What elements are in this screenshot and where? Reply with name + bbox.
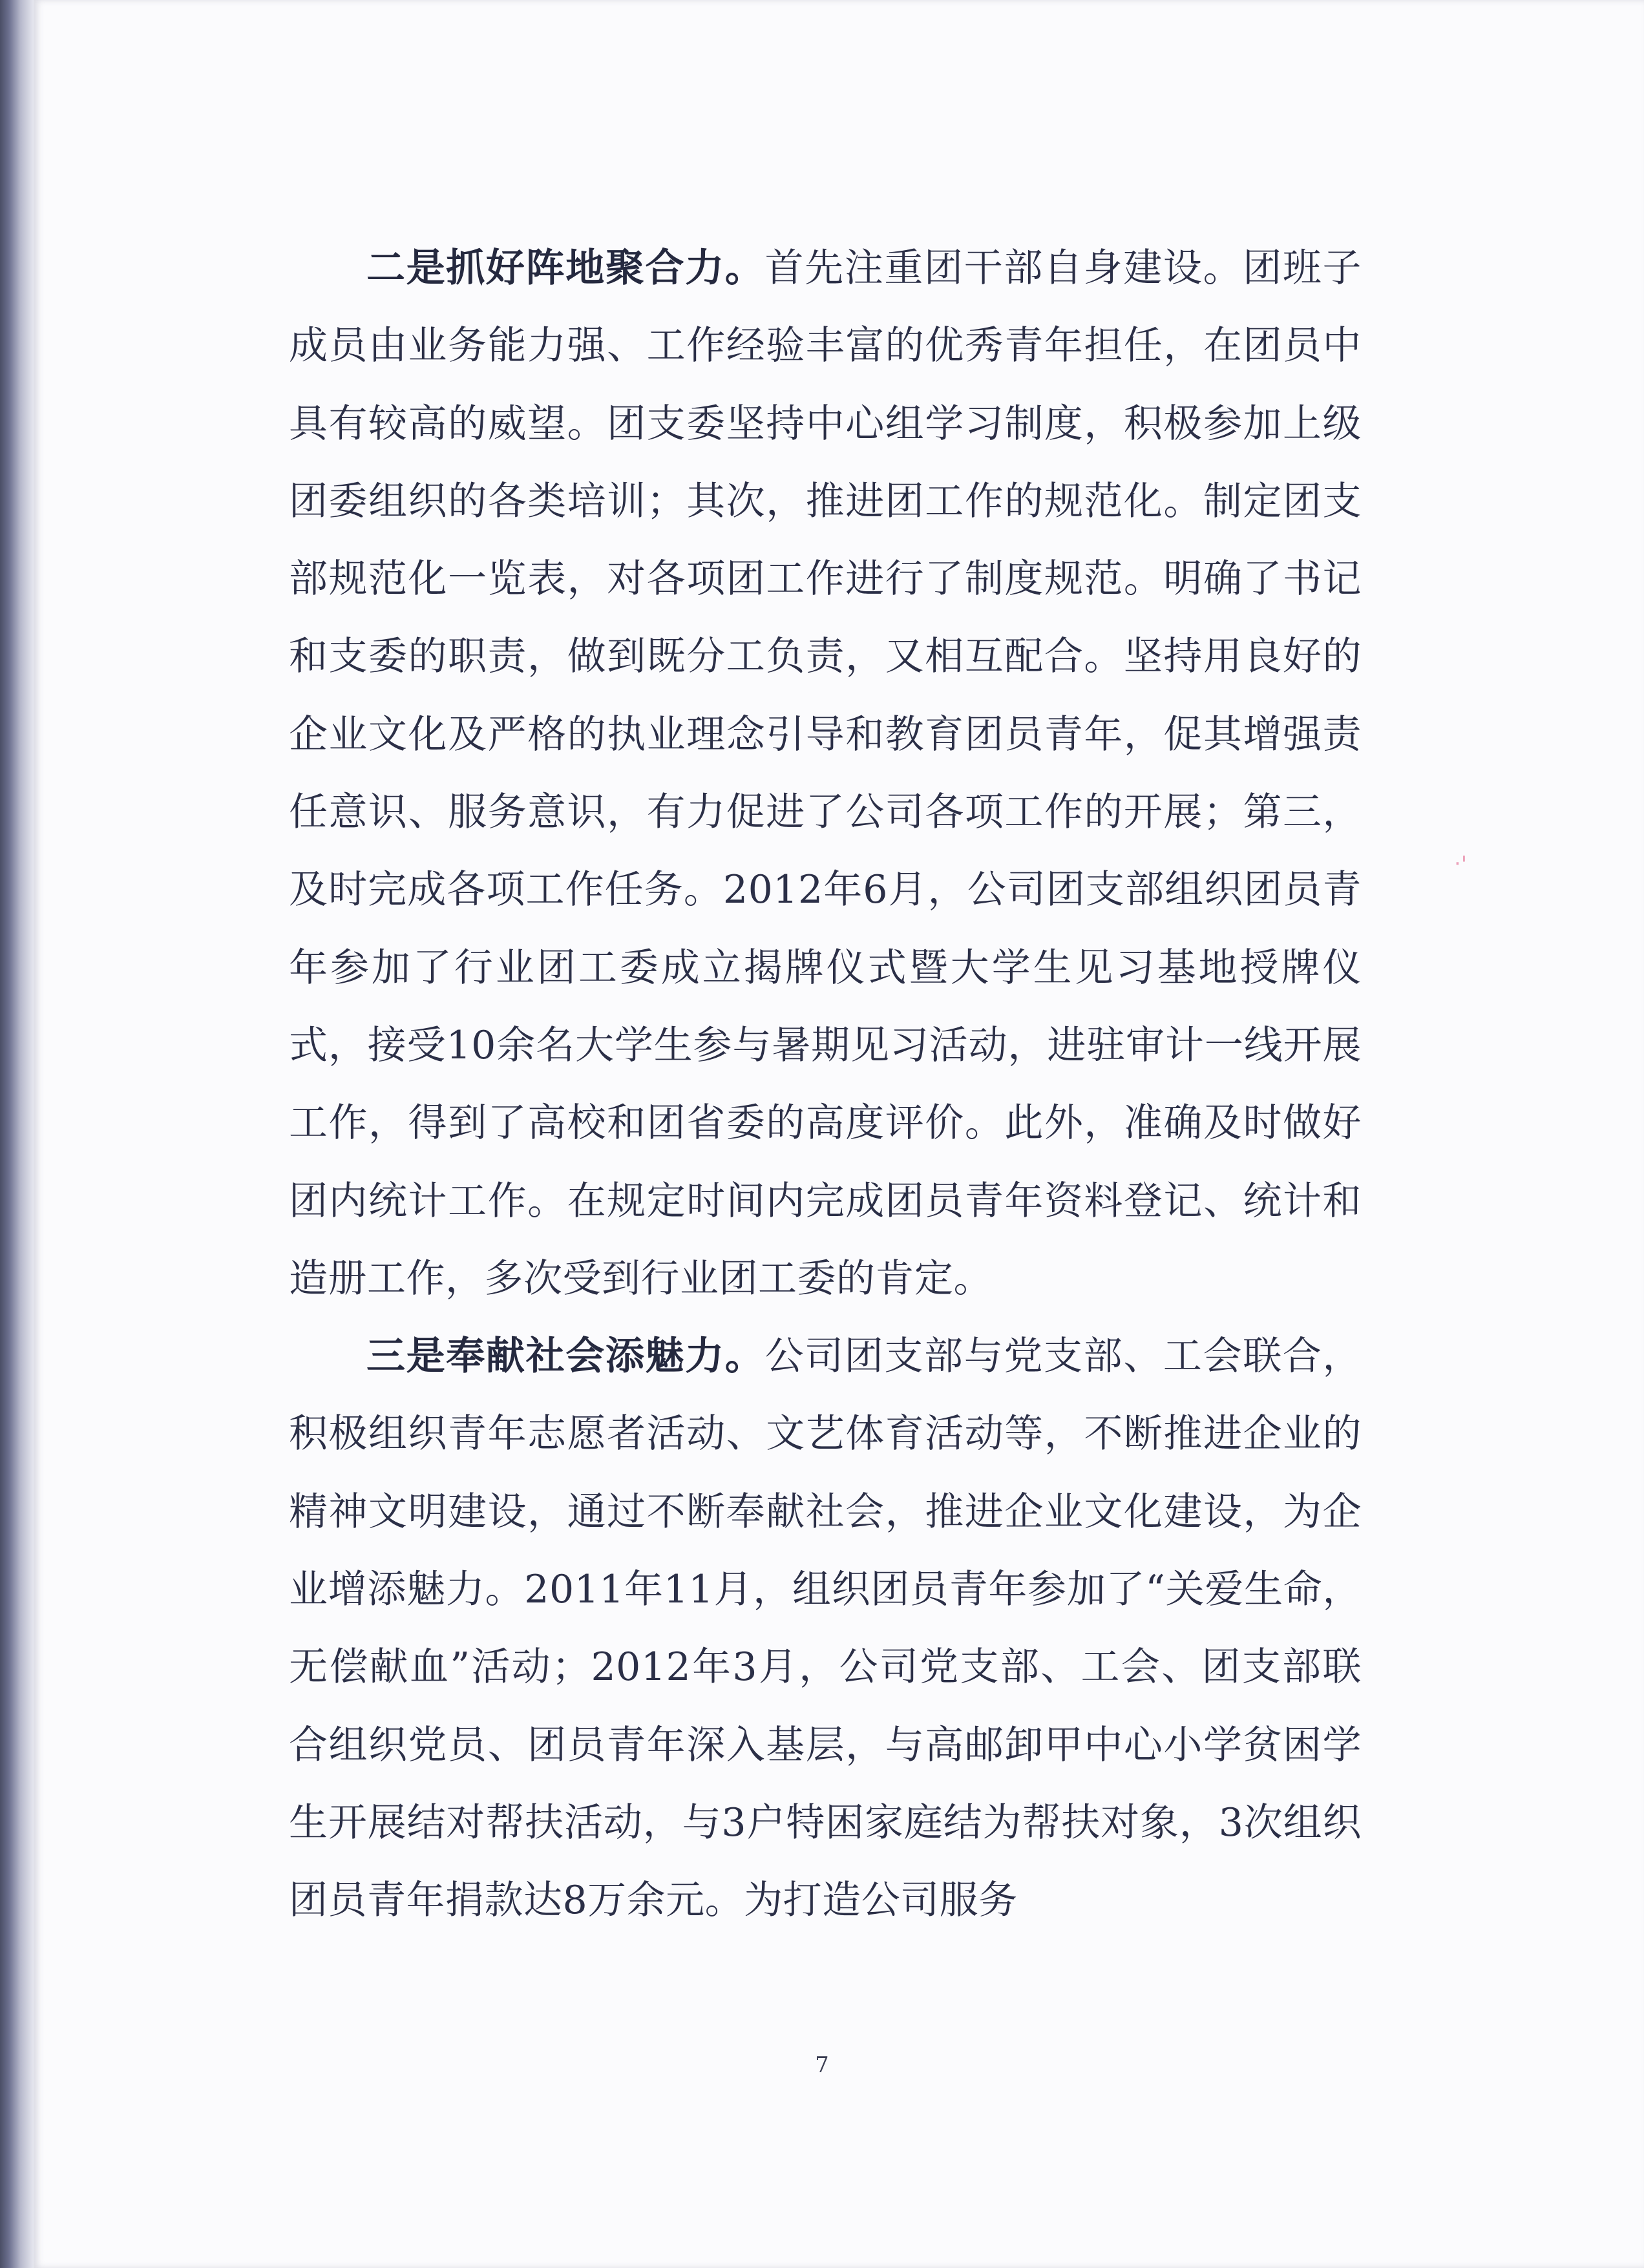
paragraph-2-heading: 二是抓好阵地聚合力。 <box>366 246 765 291</box>
paragraph-2 <box>289 229 1362 1318</box>
body-text <box>289 229 1362 1940</box>
ink-speck: ‧' <box>1454 852 1468 877</box>
paragraph-2-body: 首先注重团干部自身建设。团班子成员由业务能力强、工作经验丰富的优秀青年担任，在团员中具有较高的威望。团支委坚持中心组学习制度，积极参加上级团委组织的各类培训；其次，推进团工作的规范化。制定团支部规范化一览表，对各项团工作进行了制度规范。明确了书记和支委的职责，做到既分工负责，又相互配合。坚持用良好的企业文化及严格的执业理念引导和教育团员青年，促其增强责任意识、服务意识，有力促进了公司各项工作的开展；第三，及时完成各项工作任务。2012年6月，公司团支部组织团员青年参加了行业团工委成立揭牌仪式暨大学生见习基地授牌仪式，接受10余名大学生参与暑期见习活动，进驻审计一线开展工作，得到了高校和团省委的高度评价。此外，准确及时做好团内统计工作。在规定时间内完成团员青年资料登记、统计和造册工作，多次受到行业团工委的肯定。 <box>289 246 1362 1301</box>
paragraph-3-heading: 三是奉献社会添魅力。 <box>366 1334 765 1380</box>
paragraph-3 <box>289 1318 1362 1939</box>
page-number: 7 <box>815 2052 829 2078</box>
scan-shadow-edge <box>0 0 34 2268</box>
paragraph-3-body: 公司团支部与党支部、工会联合，积极组织青年志愿者活动、文艺体育活动等，不断推进企业的精神文明建设，通过不断奉献社会，推进企业文化建设，为企业增添魅力。2011年11月，组织团员青年参加了“关爱生命，无偿献血”活动；2012年3月，公司党支部、工会、团支部联合组织党员、团员青年深入基层，与高邮卸甲中心小学贫困学生开展结对帮扶活动，与3户特困家庭结为帮扶对象，3次组织团员青年捐款达8万余元。为打造公司服务 <box>289 1334 1362 1924</box>
